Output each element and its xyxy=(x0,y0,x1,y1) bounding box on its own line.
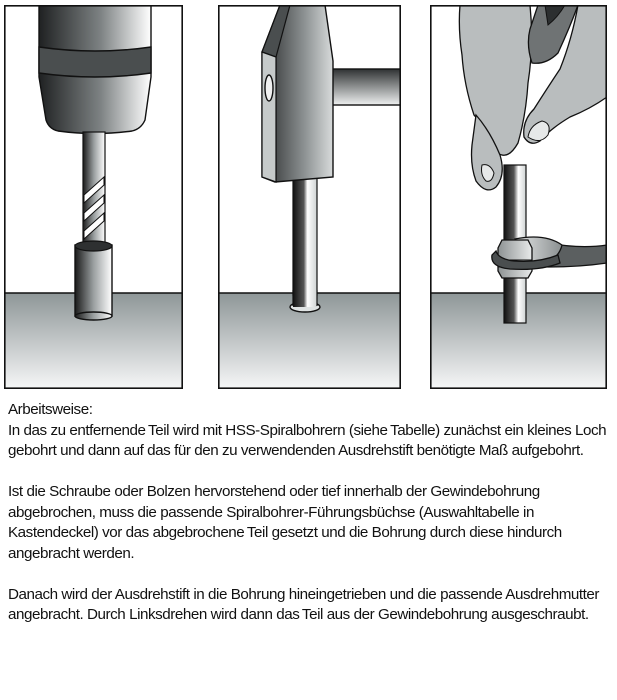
illustration-unscrewing xyxy=(430,5,607,389)
wrench-illustration-icon xyxy=(430,5,607,389)
instructions-text xyxy=(8,400,614,646)
hammer-illustration-icon xyxy=(218,5,401,389)
instructions-paragraph-1: In das zu entfernende Teil wird mit HSS-Spiralbohrern (siehe Tabelle) zunächst ein kleines Loch gebohrt und dann auf das für den zu verwendenden Ausdrehstift benötigte Maß aufgebohrt. xyxy=(8,421,607,459)
instructions-paragraph-3: Danach wird der Ausdrehstift in die Bohrung hineingetrieben und die passende Ausdrehmutter angebracht. Durch Linksdrehen wird dann das Teil aus der Gewindebohrung ausgeschraubt. xyxy=(8,585,600,623)
illustration-hammering xyxy=(218,5,401,389)
instructions-paragraph-2: Ist die Schraube oder Bolzen hervorstehend oder tief innerhalb der Gewindebohrung abgebrochen, muss die passende Spiralbohrer-Führungsbüchse (Auswahltabelle in Kastendeckel) vor das abgebrochene Teil gesetzt und die Bohrung durch diese hindurch angebracht werden. xyxy=(8,483,562,562)
illustration-drilling xyxy=(4,5,183,389)
instructions-heading: Arbeitsweise: xyxy=(8,401,93,418)
drill-illustration-icon xyxy=(4,5,183,389)
